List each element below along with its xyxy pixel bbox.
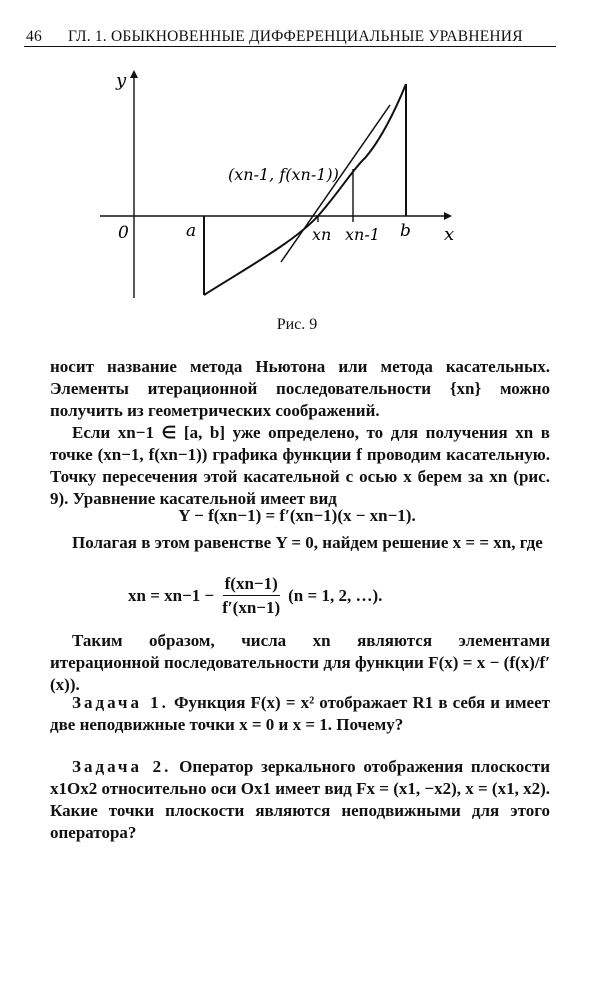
task-2 [50, 756, 550, 844]
label-y: y [116, 70, 127, 91]
formula-fraction [220, 574, 282, 618]
label-x: x [444, 224, 455, 245]
label-a: a [186, 221, 197, 241]
task-1-text: Функция F(x) = x² отображает R1 в себя и имеет две неподвижные точки x = 0 и x = 1. Почему? [50, 693, 550, 734]
paragraph-conclusion: Таким образом, числа xn являются элементами итерационной последовательности для функции F(x) = x − (f(x)/f′(x)). [50, 631, 550, 694]
tangent-equation: Y − f(xn−1) = f′(xn−1)(x − xn−1). [178, 506, 416, 525]
paragraph-newton-method: носит название метода Ньютона или метода касательных. Элементы итерационной последовательности {xn} можно получить из геометрических соображений. [50, 357, 550, 420]
newton-iteration-formula [128, 574, 382, 618]
formula-numerator: f(xn−1) [223, 574, 280, 596]
x-axis-arrow [444, 212, 452, 220]
task-1-label: Задача 1. [72, 693, 169, 712]
label-xn: xn [312, 225, 332, 244]
figure-caption: Рис. 9 [276, 316, 318, 333]
formula-lhs: xn = xn−1 − [128, 586, 215, 605]
formula-rhs: (n = 1, 2, …). [288, 586, 383, 605]
paragraph-construction: Если xn−1 ∈ [a, b] уже определено, то для получения xn в точке (xn−1, f(xn−1)) графика функции f проводим касательную. Точку пересечения этой касательной с осью x берем за xn (рис. 9). Уравнение касательной имеет вид [50, 423, 550, 508]
y-axis-arrow [130, 70, 138, 78]
task-2-label: Задача 2. [72, 757, 172, 776]
task-1 [50, 692, 550, 736]
label-b: b [400, 221, 411, 241]
label-xn-1: xn-1 [345, 225, 380, 244]
page-number: 46 [26, 28, 42, 45]
page-header [24, 22, 556, 47]
label-point: (xn-1, f(xn-1)) [228, 165, 339, 184]
label-origin: 0 [118, 223, 129, 243]
running-title: ГЛ. 1. ОБЫКНОВЕННЫЕ ДИФФЕРЕНЦИАЛЬНЫЕ УРАВНЕНИЯ [68, 28, 523, 45]
function-curve [204, 84, 406, 295]
paragraph-set-y-zero: Полагая в этом равенстве Y = 0, найдем решение x = = xn, где [72, 533, 543, 552]
task-2-text: Оператор зеркального отображения плоскости x1Ox2 относительно оси Ox1 имеет вид Fx = (x1, −x2), x = (x1, x2). Какие точки плоскости являются неподвижными для этого оператора? [50, 757, 551, 842]
formula-denominator: f′(xn−1) [222, 598, 281, 617]
newton-method-figure [100, 66, 460, 302]
